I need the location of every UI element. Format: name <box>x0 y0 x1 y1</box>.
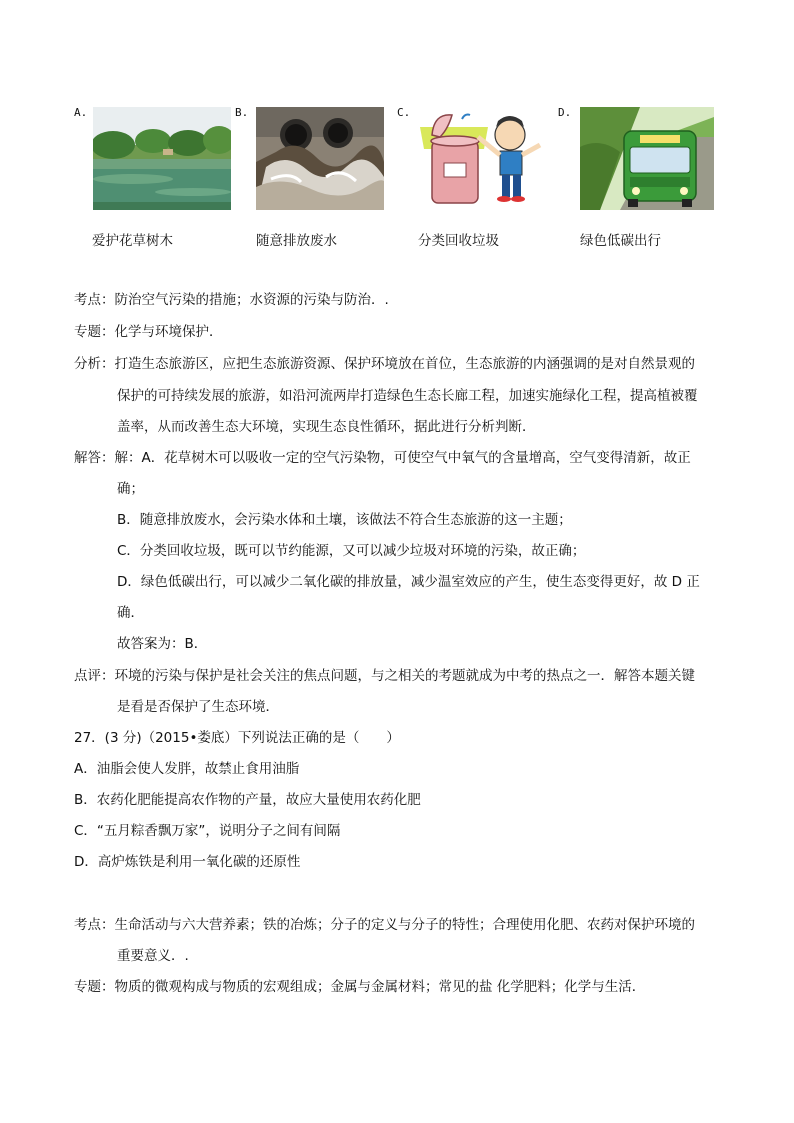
q26-fenxi-label: 分析： <box>74 356 115 372</box>
q27-kaodian <box>74 915 695 935</box>
q27-choice-a: A．油脂会使人发胖，故禁止食用油脂 <box>74 761 300 777</box>
q26-fenxi-line-1: 打造生态旅游区，应把生态旅游资源、保护环境放在首位，生态旅游的内涵强调的是对自然景观的 <box>114 356 695 372</box>
option-c-caption: 分类回收垃圾 <box>418 233 499 249</box>
option-c-letter: C. <box>397 106 411 119</box>
q27-zhuanti-label: 专题： <box>74 979 115 995</box>
q26-kaodian-text: 防治空气污染的措施；水资源的污染与防治．. <box>114 292 389 308</box>
q26-kaodian <box>74 290 389 310</box>
q26-jieda-line-4: C．分类回收垃圾，既可以节约能源，又可以减少垃圾对环境的污染，故正确； <box>117 543 586 559</box>
q26-jieda-answer: 故答案为：B． <box>117 636 208 652</box>
green-bus-cartoon <box>580 107 714 210</box>
q26-fenxi-line-2: 保护的可持续发展的旅游，如沿河流两岸打造绿色生态长廊工程，加速实施绿化工程，提高植被覆 <box>117 388 698 404</box>
q26-zhuanti-label: 专题： <box>74 324 115 340</box>
q27-kaodian-line-1: 生命活动与六大营养素；铁的冶炼；分子的定义与分子的特性；合理使用化肥、农药对保护环境的 <box>114 917 695 933</box>
q27-zhuanti-text: 物质的微观构成与物质的宏观组成；金属与金属材料；常见的盐 化学肥料；化学与生活． <box>114 979 646 995</box>
q26-jieda-line-5: D．绿色低碳出行，可以减少二氧化碳的排放量，减少温室效应的产生，使生态变得更好，故 D 正 <box>117 574 700 590</box>
wastewater-discharge-image <box>256 107 384 210</box>
option-d-letter: D. <box>558 106 572 119</box>
q26-zhuanti <box>74 322 223 342</box>
q27-kaodian-label: 考点： <box>74 917 115 933</box>
q26-dianping-label: 点评： <box>74 668 115 684</box>
q26-jieda <box>74 448 691 468</box>
q26-jieda-line-2: 确； <box>117 481 144 497</box>
q26-dianping-line-2: 是看是否保护了生态环境． <box>117 699 279 715</box>
q26-zhuanti-text: 化学与环境保护． <box>114 324 223 340</box>
q26-fenxi-line-3: 盖率，从而改善生态大环境，实现生态良性循环，据此进行分析判断． <box>117 419 536 435</box>
q26-dianping <box>74 666 695 686</box>
trash-sorting-cartoon <box>418 107 545 210</box>
q26-jieda-line-3: B．随意排放废水，会污染水体和土壤，该做法不符合生态旅游的这一主题； <box>117 512 572 528</box>
q26-dianping-line-1: 环境的污染与保护是社会关注的焦点问题，与之相关的考题就成为中考的热点之一．解答本题关键 <box>114 668 695 684</box>
q27-stem: 27．(3 分)（2015•娄底）下列说法正确的是（ ） <box>74 730 400 746</box>
q27-zhuanti <box>74 977 645 997</box>
q26-jieda-line-6: 确． <box>117 605 144 621</box>
q27-choice-c: C．“五月粽香飘万家”，说明分子之间有间隔 <box>74 823 341 839</box>
option-a-letter: A. <box>74 106 88 119</box>
q26-fenxi <box>74 354 695 374</box>
q27-choice-d: D．高炉炼铁是利用一氧化碳的还原性 <box>74 854 301 870</box>
q26-jieda-label: 解答： <box>74 450 115 466</box>
option-b-letter: B. <box>235 106 249 119</box>
option-b-caption: 随意排放废水 <box>256 233 337 249</box>
q27-kaodian-line-2: 重要意义．. <box>117 948 189 964</box>
option-a-caption: 爱护花草树木 <box>92 233 173 249</box>
option-d-caption: 绿色低碳出行 <box>580 233 661 249</box>
lake-park-image <box>93 107 231 210</box>
q27-choice-b: B．农药化肥能提高农作物的产量，故应大量使用农药化肥 <box>74 792 421 808</box>
q26-jieda-line-1: 解：A．花草树木可以吸收一定的空气污染物，可使空气中氧气的含量增高，空气变得清新，故正 <box>114 450 691 466</box>
q26-kaodian-label: 考点： <box>74 292 115 308</box>
